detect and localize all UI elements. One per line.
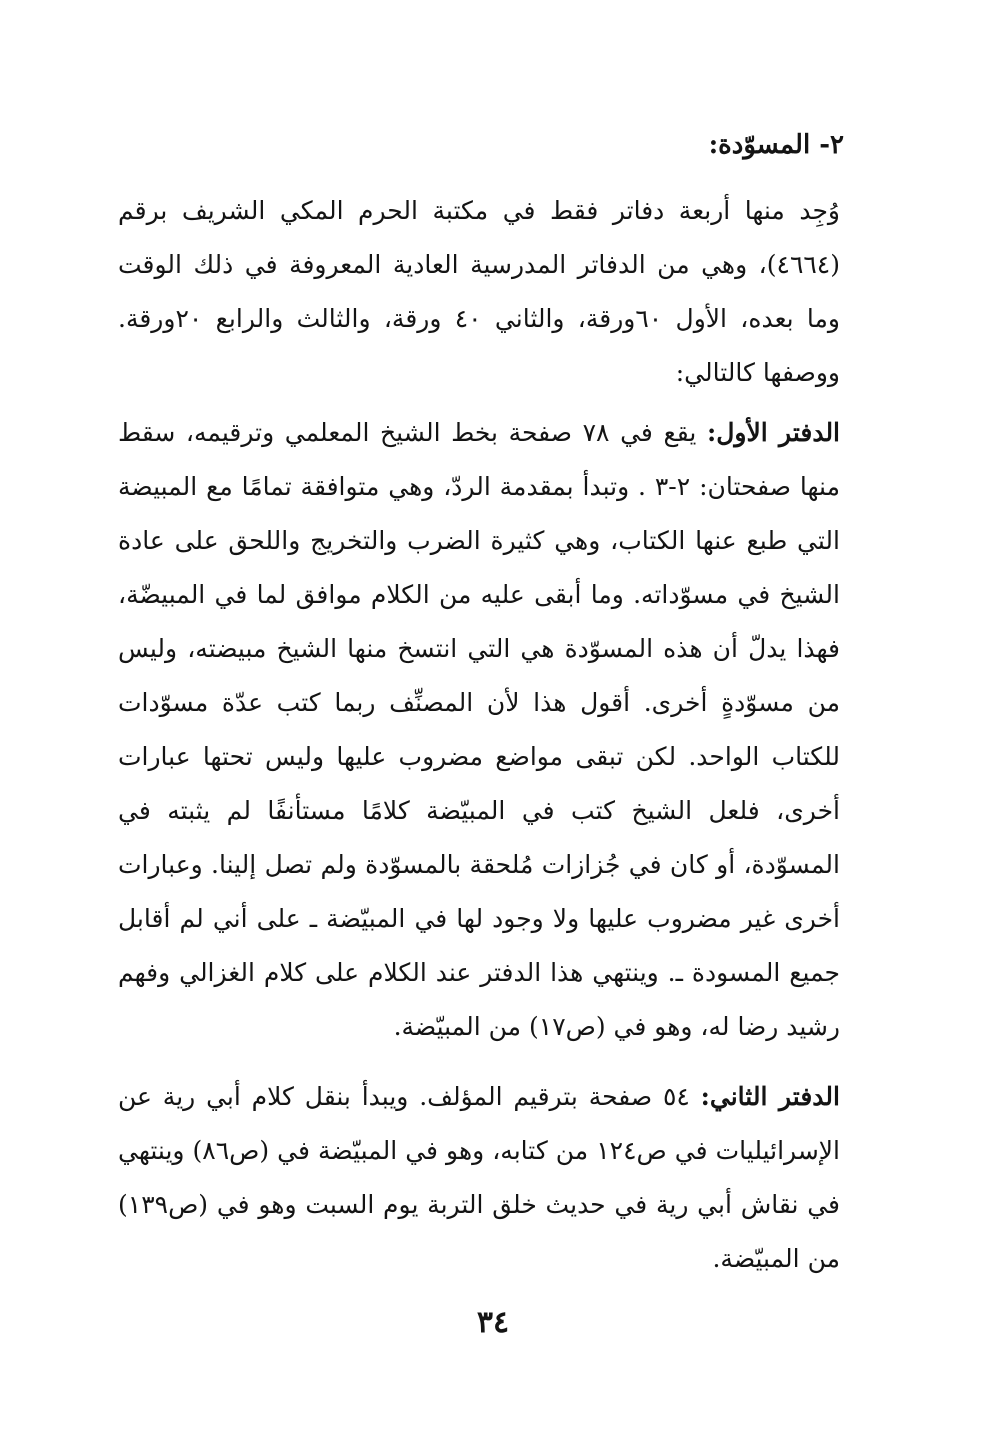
section-heading: ٢- المسوّدة:	[708, 130, 844, 160]
paragraph-first-notebook	[118, 406, 840, 1054]
second-notebook-lead: الدفتر الثاني:	[700, 1082, 840, 1111]
paragraph-intro	[118, 184, 840, 400]
paragraph-intro-text: وُجِد منها أربعة دفاتر فقط في مكتبة الحرم المكي الشريف برقم (٤٦٦٤)، وهي من الدفاتر المدرسية العادية المعروفة في ذلك الوقت وما بعده، الأول ٦٠ورقة، والثاني ٤٠ ورقة، والثالث والرابع ٢٠ورقة. ووصفها كالتالي:	[118, 196, 840, 387]
second-notebook-body: ٥٤ صفحة بترقيم المؤلف. ويبدأ بنقل كلام أبي رية عن الإسرائيليات في ص١٢٤ من كتابه، وهو في المبيّضة في (ص٨٦) وينتهي في نقاش أبي رية في حديث خلق التربة يوم السبت وهو في (ص١٣٩) من المبيّضة.	[118, 1082, 840, 1273]
paragraph-second-notebook	[118, 1070, 840, 1286]
first-notebook-body: يقع في ٧٨ صفحة بخط الشيخ المعلمي وترقيمه، سقط منها صفحتان: ٢-٣ . وتبدأ بمقدمة الردّ، وهي متوافقة تمامًا مع المبيضة التي طبع عنها الكتاب، وهي كثيرة الضرب والتخريج واللحق على عادة الشيخ في مسوّداته. وما أبقى عليه من الكلام موافق لما في المبيضّة، فهذا يدلّ أن هذه المسوّدة هي التي انتسخ منها الشيخ مبيضته، وليس من مسوّدةٍ أخرى. أقول هذا لأن المصنِّف ربما كتب عدّة مسوّدات للكتاب الواحد. لكن تبقى مواضع مضروب عليها وليس تحتها عبارات أخرى، فلعل الشيخ كتب في المبيّضة كلامًا مستأنفًا لم يثبته في المسوّدة، أو كان في جُزازات مُلحقة بالمسوّدة ولم تصل إلينا. وعبارات أخرى غير مضروب عليها ولا وجود لها في المبيّضة ـ على أني لم أقابل جميع المسودة ـ. وينتهي هذا الدفتر عند الكلام على كلام الغزالي وفهم رشيد رضا له، وهو في (ص١٧) من المبيّضة.	[118, 418, 840, 1041]
first-notebook-lead: الدفتر الأول:	[707, 418, 841, 447]
page-number: ٣٤	[476, 1305, 510, 1340]
paragraph-first-notebook-text	[118, 406, 840, 1054]
paragraph-second-notebook-text	[118, 1070, 840, 1286]
